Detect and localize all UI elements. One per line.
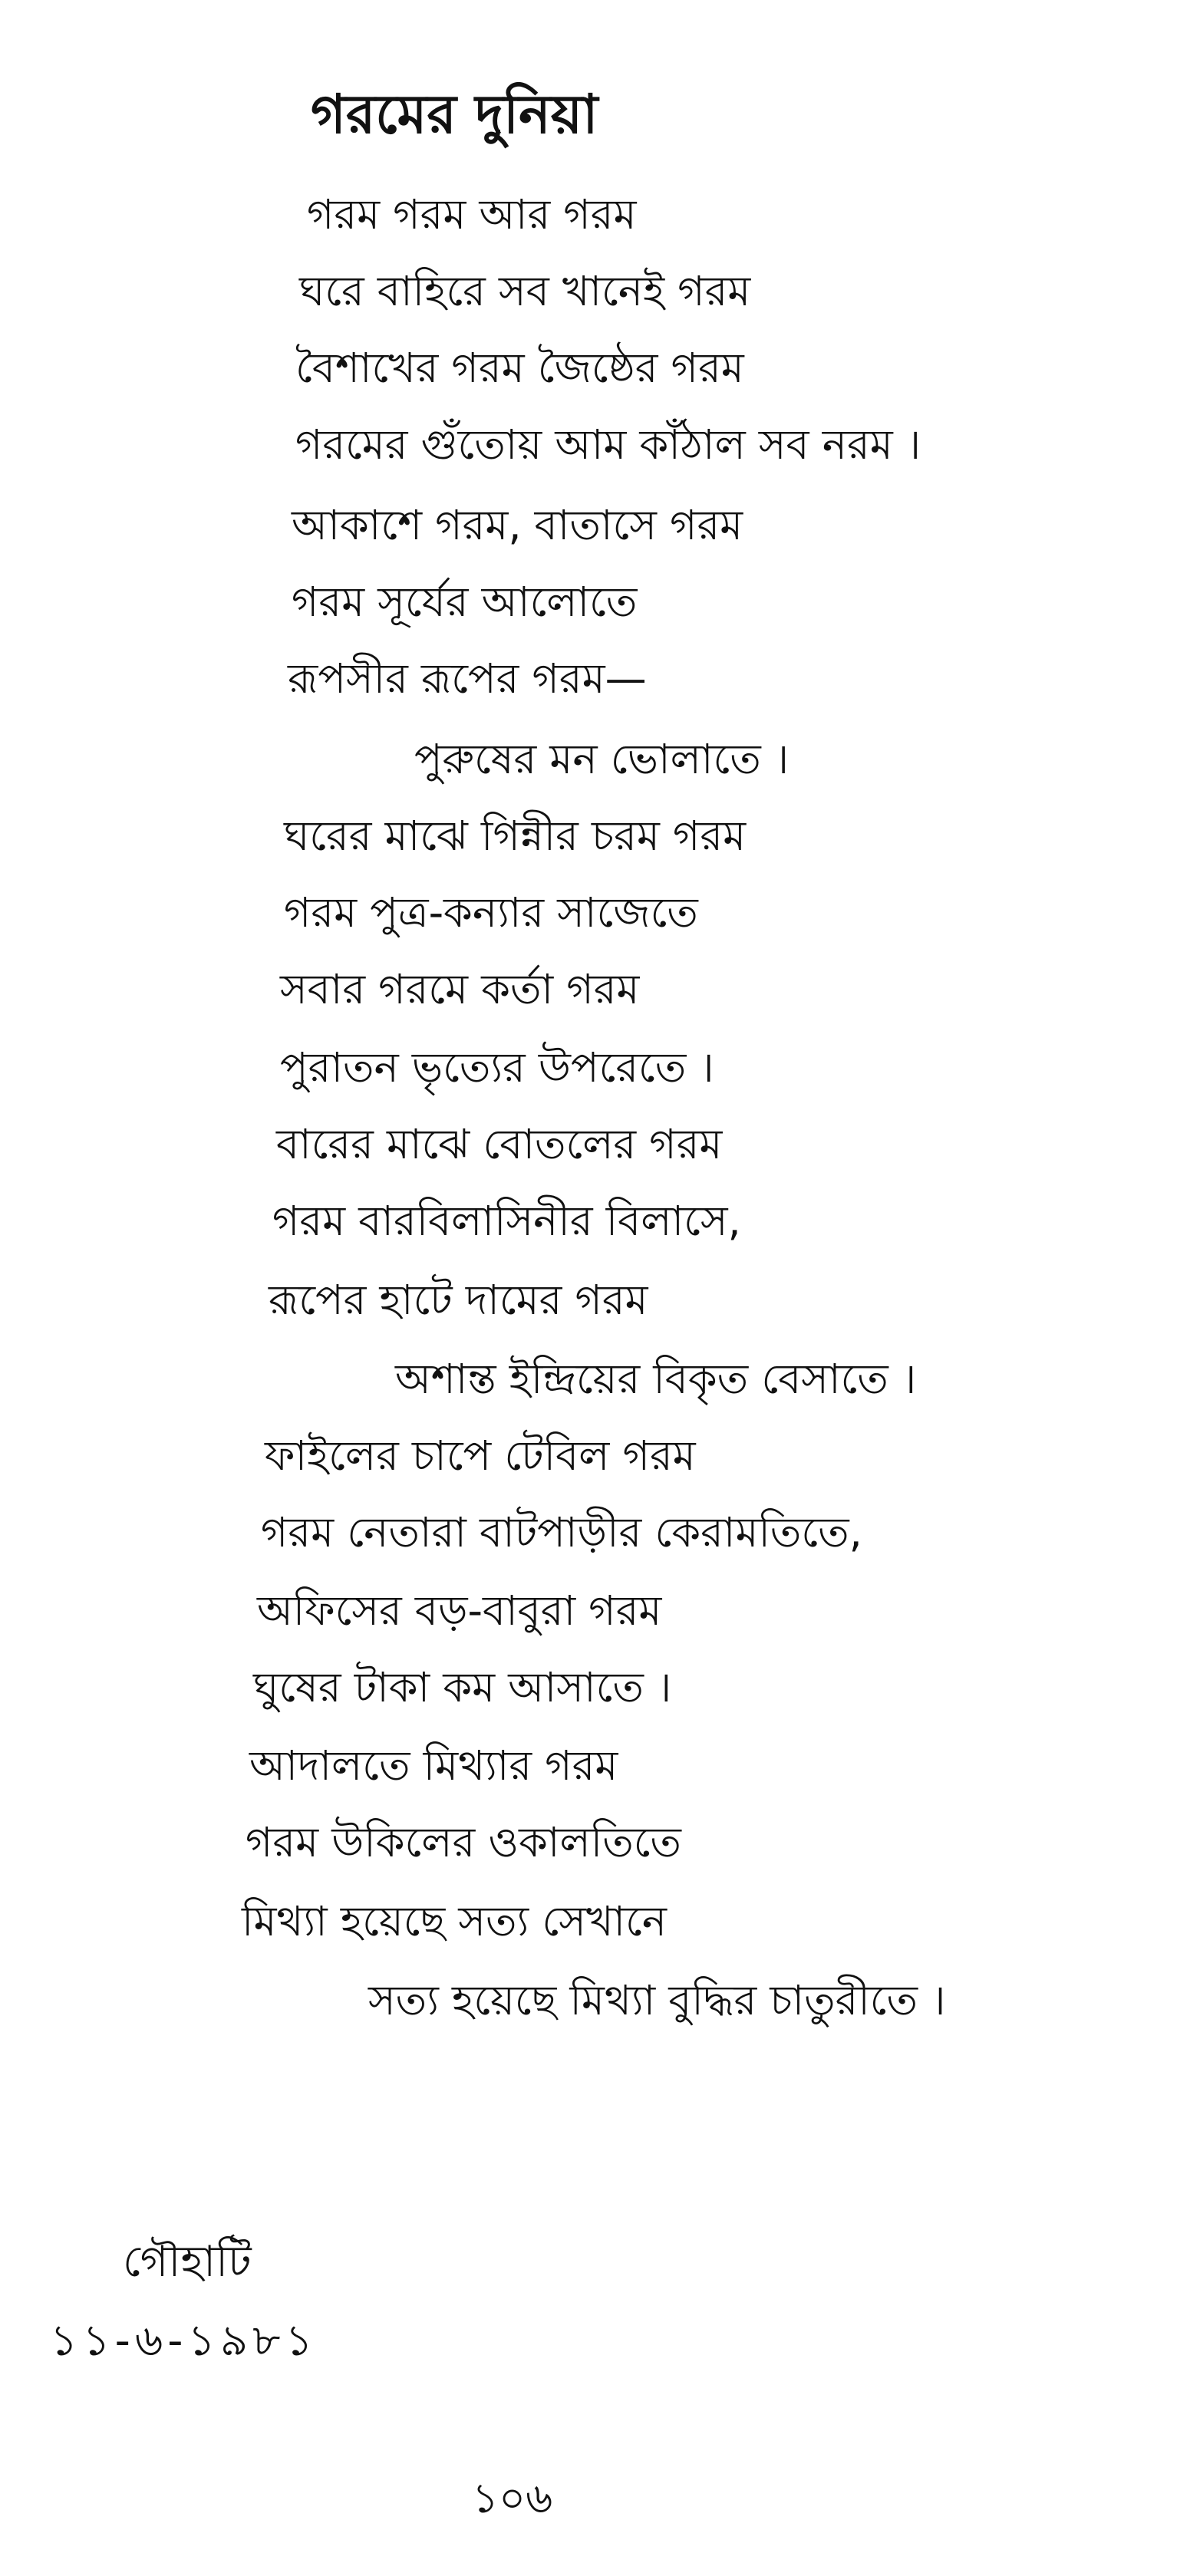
poem-line: বারের মাঝে বোতলের গরম [276, 1120, 723, 1168]
poem-line: বৈশাখের গরম জৈষ্ঠের গরম [295, 344, 744, 392]
poem-line: রূপসীর রূপের গরম— [288, 654, 647, 703]
poem-line: গরম সূর্যের আলোতে [292, 578, 638, 626]
poem-line: আকাশে গরম, বাতাসে গরম [292, 501, 743, 549]
poem-line: ফাইলের চাপে টেবিল গরম [265, 1431, 696, 1480]
poem-line: গরম উকিলের ওকালতিতে [246, 1818, 681, 1866]
signature-date: ১১-৬-১৯৮১ [50, 2316, 318, 2366]
poem-line: গরমের গুঁতোয় আম কাঁঠাল সব নরম । [295, 420, 921, 469]
page-number: ১০৬ [472, 2474, 553, 2522]
poem-line: রূপের হাটে দামের গরম [269, 1276, 648, 1324]
poem-line: অফিসের বড়-বাবুরা গরম [257, 1586, 662, 1635]
poem-line: পুরাতন ভৃত্যের উপরেতে । [280, 1043, 714, 1092]
poem-line: গরম গরম আর গরম [307, 190, 637, 239]
poem-line: সত্য হয়েছে মিথ্যা বুদ্ধির চাতুরীতে । [368, 1976, 946, 2024]
poem-line: অশান্ত ইন্দ্রিয়ের বিকৃত বেসাতে । [395, 1355, 917, 1403]
poem-line: ঘরে বাহিরে সব খানেই গরম [299, 267, 751, 315]
poem-line: ঘরের মাঝে গিন্নীর চরম গরম [284, 812, 747, 860]
poem-line: গরম বারবিলাসিনীর বিলাসে, [272, 1197, 741, 1245]
poem-title: গরমের দুনিয়া [311, 83, 598, 146]
poem-line: গরম নেতারা বাটপাড়ীর কেরামতিতে, [261, 1508, 862, 1556]
poem-line: পুরুষের মন ভোলাতে । [414, 735, 789, 783]
poem-line: মিথ্যা হয়েছে সত্য সেখানে [242, 1897, 667, 1945]
poem-line: ঘুষের টাকা কম আসাতে । [253, 1663, 672, 1711]
poem-line: আদালতে মিথ্যার গরম [249, 1741, 618, 1790]
poem-line: সবার গরমে কর্তা গরম [280, 965, 640, 1013]
poem-line: গরম পুত্র-কন্যার সাজেতে [284, 888, 698, 937]
signature-place: গৌহাটি [123, 2237, 252, 2287]
